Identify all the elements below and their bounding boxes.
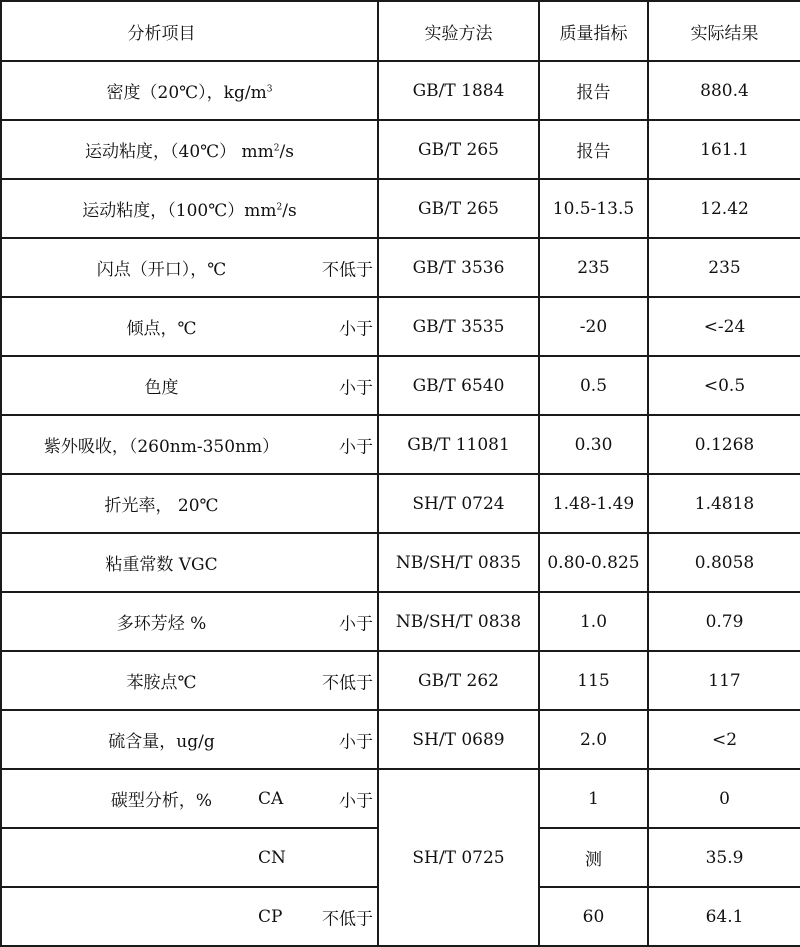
item-label: 运动粘度，（40℃） $mm^2/s$ xyxy=(85,142,294,162)
item-cell xyxy=(1,297,378,356)
method-cell: GB/T 262 xyxy=(378,651,539,710)
result-cell: 1.4818 xyxy=(648,474,800,533)
item-qualifier: 不低于 xyxy=(322,909,373,929)
item-cell xyxy=(1,179,378,238)
carbon-type-label: CN xyxy=(258,847,286,868)
carbon-type-label: CP xyxy=(258,906,283,927)
spec-cell: 60 xyxy=(539,887,648,946)
item-cell xyxy=(1,769,378,828)
spec-cell: 1 xyxy=(539,769,648,828)
table-row-carbon-ca xyxy=(1,769,800,828)
result-cell: <-24 xyxy=(648,297,800,356)
method-cell: GB/T 6540 xyxy=(378,356,539,415)
table-header-row xyxy=(1,1,800,61)
method-cell: GB/T 3536 xyxy=(378,238,539,297)
result-cell: 117 xyxy=(648,651,800,710)
method-cell: NB/SH/T 0835 xyxy=(378,533,539,592)
item-cell xyxy=(1,533,378,592)
result-cell: 880.4 xyxy=(648,61,800,120)
carbon-type-label: CA xyxy=(258,788,284,809)
table-row-color xyxy=(1,356,800,415)
spec-cell: 0.80-0.825 xyxy=(539,533,648,592)
spec-cell: 115 xyxy=(539,651,648,710)
item-cell xyxy=(1,592,378,651)
table-row-aniline-point xyxy=(1,651,800,710)
item-cell xyxy=(1,474,378,533)
result-cell: <2 xyxy=(648,710,800,769)
table-row-refractive-index xyxy=(1,474,800,533)
item-label: 碳型分析，% xyxy=(110,791,213,811)
item-qualifier: 小于 xyxy=(339,319,373,339)
table-row-vgc xyxy=(1,533,800,592)
spec-cell: 1.48-1.49 xyxy=(539,474,648,533)
item-label: 粘重常数 VGC xyxy=(105,555,218,575)
item-label: 密度（20℃），$kg/m^3$ xyxy=(106,83,273,103)
item-label: 多环芳烃 % xyxy=(116,614,207,634)
table-row-viscosity-40 xyxy=(1,120,800,179)
method-cell: GB/T 3535 xyxy=(378,297,539,356)
item-label: 硫含量，ug/g xyxy=(108,732,215,752)
spec-cell: 报告 xyxy=(539,120,648,179)
result-cell: 12.42 xyxy=(648,179,800,238)
item-qualifier: 不低于 xyxy=(322,260,373,280)
spec-cell: -20 xyxy=(539,297,648,356)
item-cell xyxy=(1,828,378,887)
spec-cell: 1.0 xyxy=(539,592,648,651)
method-cell: GB/T 1884 xyxy=(378,61,539,120)
result-cell: 35.9 xyxy=(648,828,800,887)
result-cell: 0.1268 xyxy=(648,415,800,474)
item-label: 运动粘度，$(100℃)mm^2/s$ xyxy=(82,201,297,221)
result-cell: 0.8058 xyxy=(648,533,800,592)
spec-cell: 测 xyxy=(539,828,648,887)
item-qualifier: 小于 xyxy=(339,437,373,457)
table-row-pah xyxy=(1,592,800,651)
header-spec: 质量指标 xyxy=(539,1,648,61)
method-cell: GB/T 265 xyxy=(378,120,539,179)
item-cell xyxy=(1,415,378,474)
item-label: 色度 xyxy=(144,378,179,398)
item-cell xyxy=(1,356,378,415)
item-cell xyxy=(1,61,378,120)
table-row-pour-point xyxy=(1,297,800,356)
table-row-flash-point xyxy=(1,238,800,297)
result-cell: 0 xyxy=(648,769,800,828)
header-result: 实际结果 xyxy=(648,1,800,61)
result-cell: 235 xyxy=(648,238,800,297)
spec-cell: 10.5-13.5 xyxy=(539,179,648,238)
method-cell: GB/T 265 xyxy=(378,179,539,238)
item-qualifier: 小于 xyxy=(339,378,373,398)
item-qualifier: 小于 xyxy=(339,614,373,634)
header-item: 分析项目 xyxy=(1,1,378,61)
item-qualifier: 小于 xyxy=(339,732,373,752)
item-cell xyxy=(1,651,378,710)
table-row-viscosity-100 xyxy=(1,179,800,238)
result-cell: 64.1 xyxy=(648,887,800,946)
method-cell: NB/SH/T 0838 xyxy=(378,592,539,651)
table-row-density xyxy=(1,61,800,120)
item-label: 折光率， 20℃ xyxy=(104,496,219,516)
header-method: 实验方法 xyxy=(378,1,539,61)
result-cell: <0.5 xyxy=(648,356,800,415)
method-cell: GB/T 11081 xyxy=(378,415,539,474)
result-cell: 161.1 xyxy=(648,120,800,179)
result-cell: 0.79 xyxy=(648,592,800,651)
item-cell xyxy=(1,238,378,297)
item-cell xyxy=(1,710,378,769)
item-cell xyxy=(1,120,378,179)
item-cell xyxy=(1,887,378,946)
item-label: 闪点（开口），℃ xyxy=(96,260,227,280)
item-label: 紫外吸收，（260nm-350nm） xyxy=(43,437,280,457)
spec-cell: 0.30 xyxy=(539,415,648,474)
method-cell: SH/T 0725 xyxy=(378,769,539,946)
spec-cell: 0.5 xyxy=(539,356,648,415)
table-row-sulfur xyxy=(1,710,800,769)
item-qualifier: 小于 xyxy=(339,791,373,811)
item-label: 倾点，℃ xyxy=(126,319,197,339)
method-cell: SH/T 0689 xyxy=(378,710,539,769)
method-cell: SH/T 0724 xyxy=(378,474,539,533)
spec-cell: 报告 xyxy=(539,61,648,120)
spec-cell: 2.0 xyxy=(539,710,648,769)
table-row-uv-absorption xyxy=(1,415,800,474)
item-qualifier: 不低于 xyxy=(322,673,373,693)
spec-cell: 235 xyxy=(539,238,648,297)
item-label: 苯胺点℃ xyxy=(126,673,197,693)
